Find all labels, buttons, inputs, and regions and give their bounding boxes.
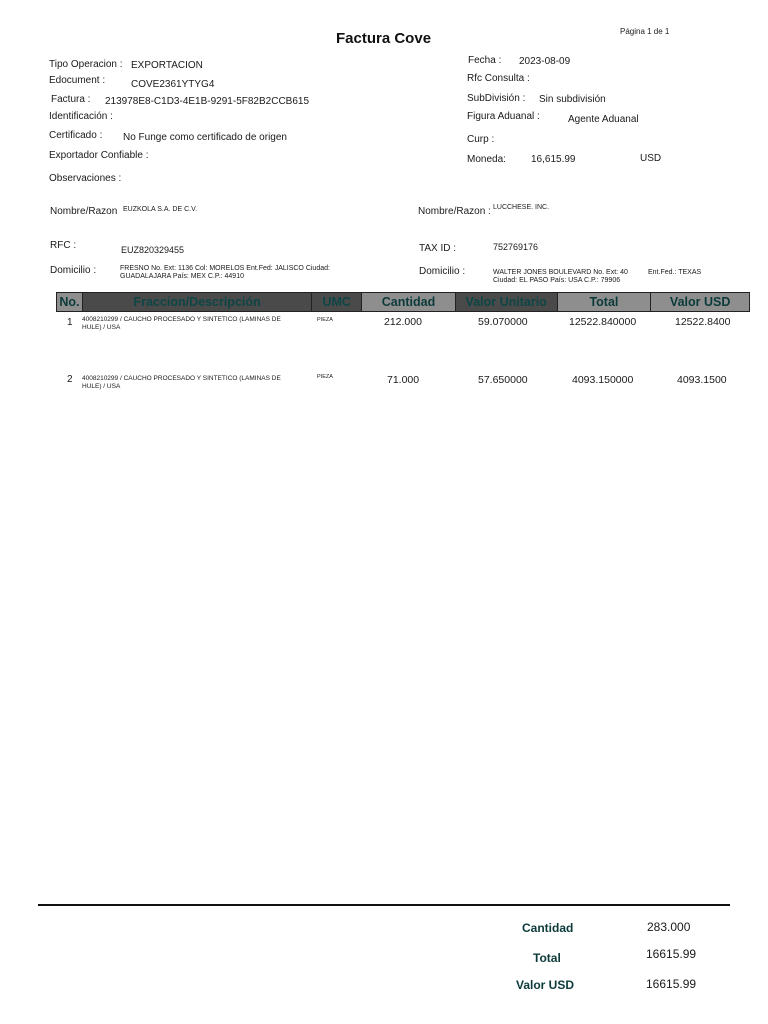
subdivision-label: SubDivisión :: [467, 93, 526, 104]
row-umc: PIEZA: [317, 317, 333, 323]
row-number: 2: [67, 374, 73, 385]
figura-aduanal-label: Figura Aduanal :: [467, 111, 540, 122]
totals-total-label: Total: [533, 951, 561, 965]
totals-cantidad-label: Cantidad: [522, 921, 574, 935]
totals-total-value: 16615.99: [646, 947, 697, 961]
totals-divider: [38, 904, 730, 906]
emisor-domicilio-label: Domicilio :: [50, 265, 97, 276]
tipo-operacion-label: Tipo Operacion :: [49, 59, 123, 70]
tipo-operacion-value: EXPORTACION: [131, 60, 203, 71]
emisor-rfc-label: RFC :: [50, 240, 77, 251]
row-cantidad: 71.000: [387, 374, 420, 386]
totals-valor-usd-label: Valor USD: [516, 978, 575, 992]
table-header: [56, 292, 750, 312]
row-total: 12522.840000: [569, 316, 637, 328]
page-indicator: Página 1 de 1: [620, 27, 670, 36]
rfc-consulta-label: Rfc Consulta :: [467, 73, 530, 84]
document-title: Factura Cove: [336, 30, 432, 47]
column-header-valor-usd: Valor USD: [651, 293, 749, 311]
observaciones-label: Observaciones :: [49, 173, 122, 184]
column-header-total: Total: [558, 293, 652, 311]
row-descripcion: 4008210299 / CAUCHO PROCESADO Y SINTETICO (LAMINAS DE HULE) / USA: [82, 316, 281, 331]
destinatario-domicilio-value: WALTER JONES BOULEVARD No. Ext: 40 Ciudad: EL PASO País: USA C.P.: 79906: [493, 269, 628, 284]
identificacion-label: Identificación :: [49, 111, 113, 122]
column-header-umc: UMC: [312, 293, 362, 311]
row-valor-unitario: 57.650000: [478, 374, 528, 386]
curp-label: Curp :: [467, 134, 495, 145]
column-header-no: No.: [57, 293, 83, 311]
row-total: 4093.150000: [572, 374, 634, 386]
destinatario-nombre-label: Nombre/Razon :: [418, 206, 491, 217]
exportador-confiable-label: Exportador Confiable :: [49, 150, 149, 161]
row-valor-unitario: 59.070000: [478, 316, 528, 328]
destinatario-taxid-value: 752769176: [493, 242, 539, 252]
row-valor-usd: 12522.8400: [675, 316, 731, 328]
destinatario-entfed-value: Ent.Fed.: TEXAS: [648, 269, 702, 276]
row-number: 1: [67, 317, 73, 328]
edocument-value: COVE2361YTYG4: [131, 79, 215, 90]
moneda-currency: USD: [640, 153, 662, 164]
moneda-amount: 16,615.99: [531, 154, 576, 165]
totals-cantidad-value: 283.000: [647, 920, 691, 934]
row-descripcion: 4008210299 / CAUCHO PROCESADO Y SINTETICO (LAMINAS DE HULE) / USA: [82, 375, 281, 390]
emisor-nombre-value: EUZKOLA S.A. DE C.V.: [123, 206, 198, 213]
column-header-valor-unitario: Valor Unitario: [456, 293, 558, 311]
fecha-label: Fecha :: [468, 55, 502, 66]
emisor-rfc-value: EUZ820329455: [121, 245, 185, 255]
edocument-label: Edocument :: [49, 75, 106, 86]
column-header-cantidad: Cantidad: [362, 293, 456, 311]
emisor-domicilio-value: FRESNO No. Ext: 1136 Col: MORELOS Ent.Fed: JALISCO Ciudad: GUADALAJARA País: MEX C.P.: 44910: [120, 265, 330, 280]
totals-valor-usd-value: 16615.99: [646, 977, 697, 991]
factura-label: Factura :: [51, 94, 91, 105]
column-header-descripcion: Fraccion/Descripción: [83, 293, 312, 311]
factura-value: 213978E8-C1D3-4E1B-9291-5F82B2CCB615: [105, 96, 310, 107]
figura-aduanal-value: Agente Aduanal: [568, 114, 639, 125]
moneda-label: Moneda:: [467, 154, 506, 165]
emisor-nombre-label: Nombre/Razon: [50, 206, 118, 217]
fecha-value: 2023-08-09: [519, 56, 571, 67]
subdivision-value: Sin subdivisión: [539, 94, 606, 105]
destinatario-nombre-value: LUCCHESE. INC.: [493, 204, 550, 211]
row-umc: PIEZA: [317, 374, 333, 380]
destinatario-taxid-label: TAX ID :: [419, 243, 457, 254]
row-valor-usd: 4093.1500: [677, 374, 727, 386]
destinatario-domicilio-label: Domicilio :: [419, 266, 466, 277]
certificado-value: No Funge como certificado de origen: [123, 132, 287, 143]
row-cantidad: 212.000: [384, 316, 422, 328]
certificado-label: Certificado :: [49, 130, 103, 141]
